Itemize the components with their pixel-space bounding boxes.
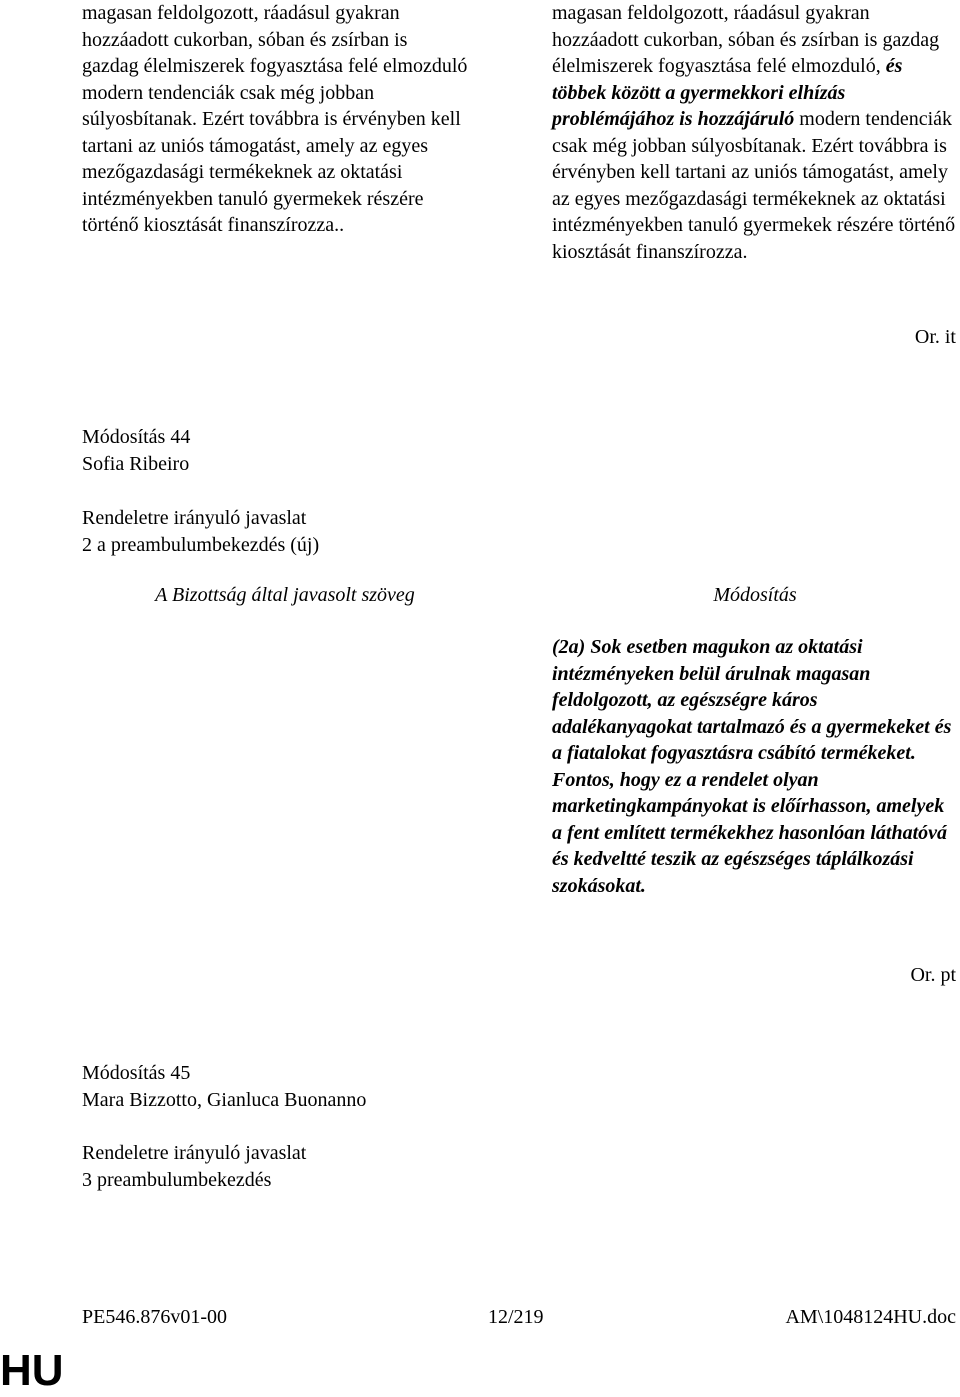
right-text-emphasis: és többek között a gyermekkori elhízás problémájához is hozzájáruló: [552, 55, 903, 130]
amendment-44-text: (2a) Sok esetben magukon az oktatási intézményeken belül árulnak magasan feldolgozott, az egészségre káros adalékanyagokat tartalmazó és a gyermekeket és a fiatalokat fogyasztásra csábító termékeket. Fontos, hogy ez a rendelet olyan marketingkampányokat is előírhasson, amelyek a fent említett termékekhez hasonlóan láthatóvá és kedveltté teszik az egészséges táplálkozási szokásokat.: [552, 636, 952, 897]
amendment-44-proposal-label: Rendeletre irányuló javaslat: [82, 507, 307, 529]
amendment-column-header: Módosítás: [713, 584, 797, 606]
amendment-44-title: Módosítás 44: [82, 426, 191, 448]
amendment-45-authors: Mara Bizzotto, Gianluca Buonanno: [82, 1089, 367, 1111]
language-code: HU: [0, 1346, 64, 1395]
commission-text-header: A Bizottság által javasolt szöveg: [155, 584, 415, 606]
top-right-column-text: [552, 0, 958, 265]
footer-file-ref: AM\1048124HU.doc: [785, 1306, 956, 1328]
original-language-pt: Or. pt: [910, 964, 956, 986]
footer-doc-ref: PE546.876v01-00: [82, 1306, 227, 1328]
amendment-45-recital: 3 preambulumbekezdés: [82, 1169, 272, 1191]
right-text-part1: magasan feldolgozott, ráadásul gyakran hozzáadott cukorban, sóban és zsírban is gazdag élelmiszerek fogyasztása felé elmozduló,: [552, 2, 940, 77]
amendment-45-proposal-label: Rendeletre irányuló javaslat: [82, 1142, 307, 1164]
footer-page-number: 12/219: [488, 1306, 544, 1328]
amendment-45-title: Módosítás 45: [82, 1062, 191, 1084]
right-text-part3: modern tendenciák csak még jobban súlyosbítanak. Ezért továbbra is érvényben kell tartani az uniós támogatást, amely az egyes mezőgazdasági termékeknek az oktatási intézményekben tanuló gyermekek részére történő kiosztását finanszírozza.: [552, 108, 956, 263]
top-left-column-text: magasan feldolgozott, ráadásul gyakran hozzáadott cukorban, sóban és zsírban is gazdag élelmiszerek fogyasztása felé elmozduló modern tendenciák csak még jobban súlyosbítanak. Ezért továbbra is érvényben kell tartani az uniós támogatást, amely az egyes mezőgazdasági termékeknek az oktatási intézményekben tanuló gyermekek részére történő kiosztását finanszírozza..: [82, 2, 468, 236]
amendment-44-recital: 2 a preambulumbekezdés (új): [82, 534, 320, 556]
amendment-44-author: Sofia Ribeiro: [82, 453, 190, 475]
original-language-it: Or. it: [914, 326, 956, 348]
